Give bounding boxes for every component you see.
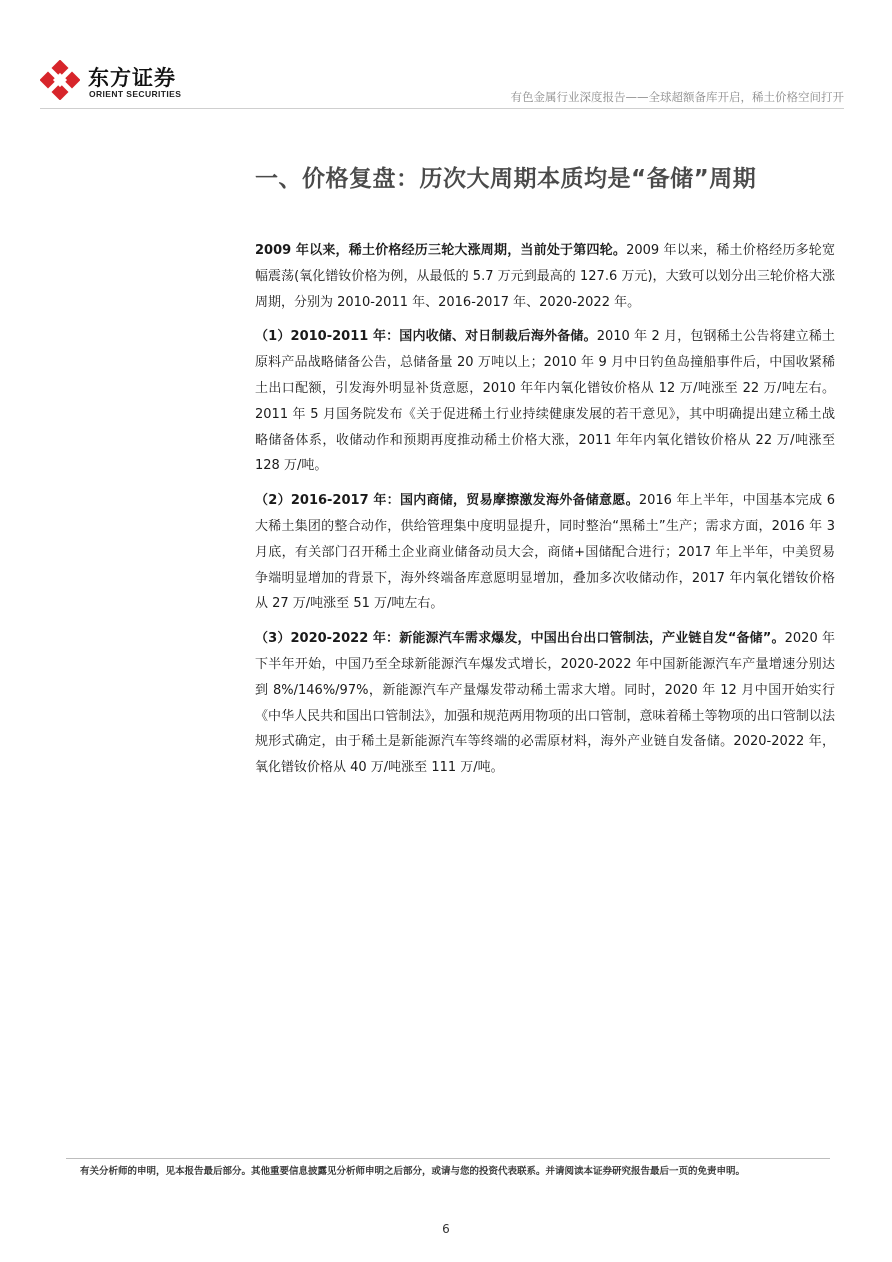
paragraph-cycle-3 <box>255 626 835 781</box>
header-divider <box>40 108 844 109</box>
logo-english-name: ORIENT SECURITIES <box>89 89 182 99</box>
paragraph-lead: 2009 年以来，稀土价格经历三轮大涨周期，当前处于第四轮。 <box>255 243 627 258</box>
report-body <box>255 238 835 790</box>
paragraph-lead: （2）2016-2017 年：国内商储，贸易摩擦激发海外备储意愿。 <box>255 493 639 509</box>
paragraph-lead: （1）2010-2011 年：国内收储、对日制裁后海外备储。 <box>255 329 597 345</box>
paragraph-text: 2020 年下半年开始，中国乃至全球新能源汽车爆发式增长，2020-2022 年中国新能源汽车产量增速分别达到 8%/146%/97%，新能源汽车产量爆发带动稀土需求大增。同时，2020 年 12 月中国开始实行《中华人民共和国出口管制法》，加强和规范两用物项的出口管制，意味着稀土等物项的出口管制以法规形式确定，由于稀土是新能源汽车等终端的必需原材料，海外产业链自发备储。2020-2022 年，氧化镨钕价格从 40 万/吨涨至 111 万/吨。 <box>255 631 836 776</box>
paragraph-text: 2016 年上半年，中国基本完成 6 大稀土集团的整合动作，供给管理集中度明显提升，同时整治“黑稀土”生产；需求方面，2016 年 3 月底，有关部门召开稀土企业商业储备动员大会，商储+国储配合进行；2017 年上半年，中美贸易争端明显增加的背景下，海外终端备库意愿明显增加，叠加多次收储动作，2017 年内氧化镨钕价格从 27 万/吨涨至 51 万/吨左右。 <box>255 493 835 612</box>
report-subtitle: 有色金属行业深度报告——全球超额备库开启，稀土价格空间打开 <box>510 90 844 104</box>
paragraph-text: 2009 年以来，稀土价格经历多轮宽幅震荡(氧化镨钕价格为例，从最低的 5.7 万元到最高的 127.6 万元)，大致可以划分出三轮价格大涨周期，分别为 2010-2011 年、2016-2017 年、2020-2022 年。 <box>255 243 835 310</box>
orient-securities-logo-icon <box>40 60 80 100</box>
paragraph-cycle-1 <box>255 324 835 479</box>
footer-divider <box>66 1158 830 1159</box>
page-header <box>0 0 892 112</box>
paragraph-overview <box>255 238 835 315</box>
disclaimer-text: 有关分析师的申明，见本报告最后部分。其他重要信息披露见分析师申明之后部分，或请与您的投资代表联系。并请阅读本证券研究报告最后一页的免责申明。 <box>80 1166 746 1177</box>
section-title: 一、价格复盘：历次大周期本质均是“备储”周期 <box>255 166 757 192</box>
page-number: 6 <box>442 1222 450 1236</box>
logo-chinese-name: 东方证券 <box>88 66 176 90</box>
paragraph-lead: （3）2020-2022 年：新能源汽车需求爆发，中国出台出口管制法，产业链自发“备储”。 <box>255 631 785 647</box>
paragraph-cycle-2 <box>255 488 835 617</box>
company-logo <box>40 60 190 104</box>
paragraph-text: 2010 年 2 月，包钢稀土公告将建立稀土原料产品战略储备公告，总储备量 20 万吨以上；2010 年 9 月中日钓鱼岛撞船事件后，中国收紧稀土出口配额，引发海外明显补货意愿，2010 年年内氧化镨钕价格从 12 万/吨涨至 22 万/吨左右。2011 年 5 月国务院发布《关于促进稀土行业持续健康发展的若干意见》，其中明确提出建立稀土战略储备体系，收储动作和预期再度推动稀土价格大涨，2011 年年内氧化镨钕价格从 22 万/吨涨至 128 万/吨。 <box>255 329 835 474</box>
